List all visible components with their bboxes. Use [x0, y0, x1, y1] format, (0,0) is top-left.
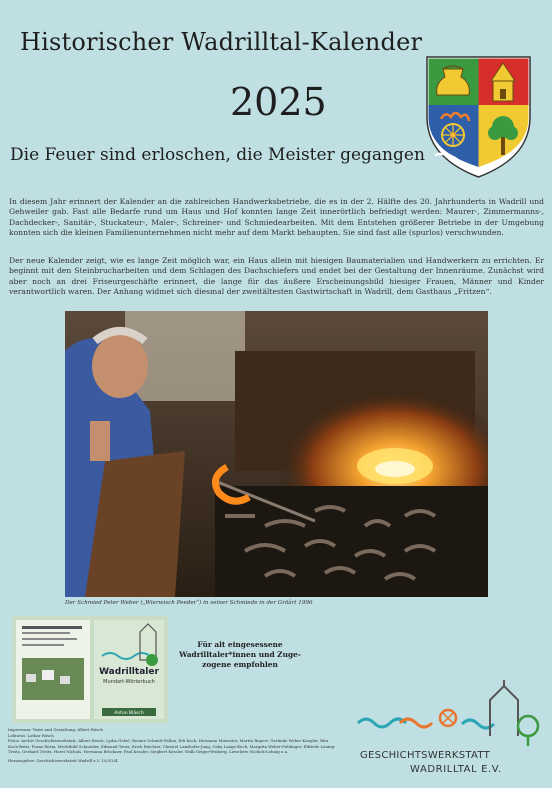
credits-fotos: Fotos: Archiv Geschichtswerkstatt, Albert Rösch, Lydia Gebel, Renate Schmitt-Fallon, Edi Koch, Hermann Muenster, Martin Rupert, Gerlinde Weber-Kaegler, Rita Koch-Beitz, Franz Rörm, Mechthild Schneider, Edmund Teutz, Erich Reichter, Christel Lanzhofer-Jung, Gaby Lange-Koch, Margitta Weber-Fuhlinger, Elfriede Lönnig-Treitz, Gerhard Treitz, Horst Nichols, Hermann Brückner, Paul Kessler, Siegbert Kessler, Walli Geiger-Weiberg, Lieselotte Nichols-Lehnig u.a.: [8, 738, 336, 754]
recommendation-line-1: Für alt eingesessene: [197, 640, 283, 649]
coat-of-arms: [425, 55, 532, 179]
recommendation-line-2: Wadrilltaler*innen und Zuge-: [179, 650, 301, 659]
intro-paragraph-2: Der neue Kalender zeigt, wie es lange Zeit möglich war, ein Haus allein mit hiesigen Baumaterialien und Handwerkern zu errichten. Er beginnt mit den Steinbrucharbeiten und dem Schlagen des Dachschiefers und endet bei der Gestaltung der Innenräume. Zunächst wird aber noch an drei Friseurgeschäfte erinnert, die lange für das äußere Erscheinungsbild hiesiger Frauen, Männer und Kinder verantwortlich waren. Der Anhang widmet sich diesmal der zweitältesten Gastwirtschaft in Wadrill, dem Gasthaus „Fritzen“.: [9, 256, 544, 297]
calendar-year: 2025: [230, 80, 327, 124]
blacksmith-photo: [65, 311, 488, 597]
recommendation-note: [170, 640, 310, 670]
dictionary-book-cover: [12, 616, 168, 723]
recommendation-line-3: zogene empfohlen: [202, 660, 278, 669]
organization-name-line-2: WADRILLTAL E.V.: [410, 764, 502, 775]
calendar-title: Historischer Wadrilltal-Kalender: [20, 28, 423, 56]
imprint-credits: [8, 727, 338, 763]
thumbnail-author: Anton Bläsch: [114, 711, 144, 716]
credits-impressum: Impressum: Texte und Gestaltung: Albert Rösch: [8, 727, 103, 732]
intro-paragraph-1: In diesem Jahr erinnert der Kalender an die zahlreichen Handwerksbetriebe, die es in der 2. Hälfte des 20. Jahrhunderts in Wadrill und Gehweiler gab. Fast alle Bedarfe rund um Haus und Hof konnten lange Zeit innerörtlich befriedigt werden: Maurer-, Zimmermanns-, Dachdecker-, Sanitär-, Stuckateur-, Maler-, Schreiner- und Schmiedearbeiten. Mit dem Entstehen größerer Betriebe in der Umgebung konnten sich die kleinen Familienunternehmen nicht mehr auf dem Markt behaupten. Sie sind fast alle (spurlos) verschwunden.: [9, 197, 544, 238]
organization-name-line-1: GESCHICHTSWERKSTATT: [360, 750, 491, 761]
credits-herausgeber: Herausgeber: Geschichtswerkstatt Wadrill e.V. 10/2024: [8, 757, 118, 763]
credits-lektorat: Lektorat: Lothar Rösch: [8, 732, 54, 738]
thumbnail-title: Wadrilltaler: [99, 667, 159, 677]
photo-caption: Der Schmied Peter Weber („Wierwisch Peeder“) in seiner Schmiede in der Gräârt 1996: [65, 600, 313, 606]
calendar-subtitle: Die Feuer sind erloschen, die Meister gegangen: [10, 145, 425, 165]
thumbnail-subtitle: Mundart-Wörterbuch: [103, 679, 155, 685]
